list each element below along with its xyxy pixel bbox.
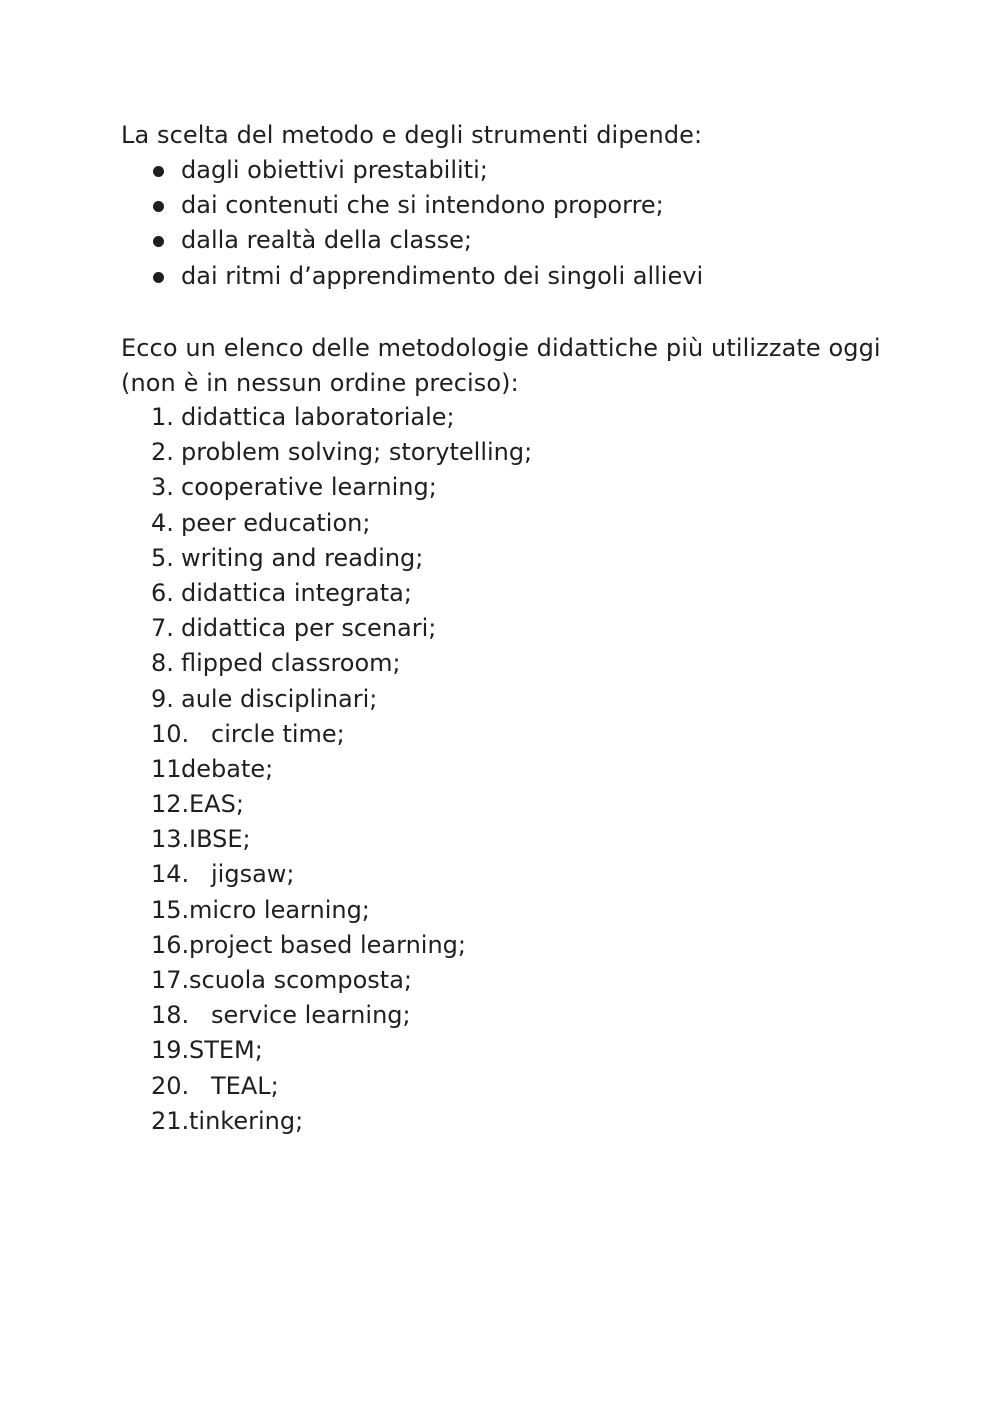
method-item-number: 15.	[151, 895, 190, 924]
method-item-number: 8.	[151, 649, 174, 678]
method-item-text: flipped classroom;	[181, 649, 401, 678]
method-item-number: 11.	[151, 754, 190, 783]
method-item-number: 16.	[151, 930, 190, 959]
method-item-number: 9.	[151, 684, 174, 713]
method-item-number: 5.	[151, 543, 174, 572]
method-item-text: micro learning;	[189, 895, 370, 924]
method-item-text: tinkering;	[189, 1106, 304, 1135]
method-item-text: circle time;	[211, 719, 345, 748]
method-item-number: 13.	[151, 825, 190, 854]
method-item-text: debate;	[181, 754, 274, 783]
method-item-number: 3.	[151, 473, 174, 502]
method-item-number: 10.	[151, 719, 190, 748]
bullet-dot-icon	[153, 166, 164, 177]
method-item-text: aule disciplinari;	[181, 684, 378, 713]
method-item-text: writing and reading;	[181, 543, 424, 572]
bullet-dot-icon	[153, 236, 164, 247]
method-item-text: didattica laboratoriale;	[181, 403, 455, 431]
bullet-item-text: dalla realtà della classe;	[181, 226, 472, 255]
bullet-item-text: dai ritmi d’apprendimento dei singoli allievi	[181, 261, 704, 290]
method-item-text: peer education;	[181, 508, 371, 537]
method-item-text: IBSE;	[189, 825, 251, 854]
intro-paragraph: La scelta del metodo e degli strumenti dipende:	[121, 121, 703, 149]
bullet-dot-icon	[153, 201, 164, 212]
method-item-number: 20.	[151, 1071, 190, 1100]
method-item-text: didattica integrata;	[181, 578, 412, 607]
method-item-number: 19.	[151, 1036, 190, 1065]
bullet-item-text: dagli obiettivi prestabiliti;	[181, 156, 488, 184]
method-item-number: 18.	[151, 1001, 190, 1030]
bullet-item-text: dai contenuti che si intendono proporre;	[181, 191, 664, 220]
method-item-number: 6.	[151, 578, 174, 607]
method-item-number: 1.	[151, 403, 174, 431]
method-item-text: didattica per scenari;	[181, 614, 437, 643]
method-item-number: 12.	[151, 790, 190, 819]
method-item-number: 21.	[151, 1106, 190, 1135]
method-item-number: 4.	[151, 508, 174, 537]
bullet-dot-icon	[153, 272, 164, 283]
method-item-number: 14.	[151, 860, 190, 889]
method-item-number: 7.	[151, 614, 174, 643]
method-item-text: jigsaw;	[211, 860, 295, 889]
method-item-number: 2.	[151, 438, 174, 467]
method-item-text: TEAL;	[211, 1071, 279, 1100]
method-item-text: cooperative learning;	[181, 473, 437, 502]
method-item-text: scuola scomposta;	[189, 966, 412, 994]
methods-intro-paragraph: Ecco un elenco delle metodologie didattiche più utilizzate oggi (non è in nessun ordine preciso):	[121, 334, 881, 397]
method-item-text: service learning;	[211, 1001, 411, 1030]
method-item-text: problem solving; storytelling;	[181, 438, 533, 467]
method-item-text: EAS;	[189, 790, 244, 819]
method-item-text: STEM;	[189, 1036, 263, 1065]
method-item-number: 17.	[151, 966, 190, 994]
method-item-text: project based learning;	[189, 930, 466, 959]
